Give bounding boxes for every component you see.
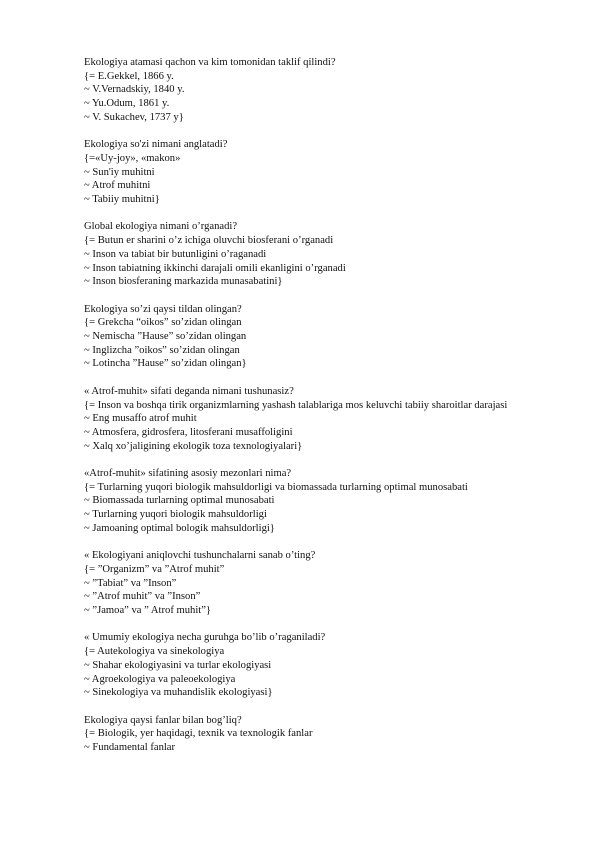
answer-option: {= Biologik, yer haqidagi, texnik va texnologik fanlar — [84, 728, 313, 740]
answer-option: ~ Inglizcha ”oikos” so’zidan olingan — [84, 344, 240, 356]
question-block — [84, 467, 524, 536]
question-text: « Umumiy ekologiya necha guruhga bo’lib o’raganiladi? — [84, 632, 326, 644]
question-block — [84, 549, 524, 618]
answer-option: ~ Tabiiy muhitni} — [84, 194, 160, 206]
answer-option: ~ ”Tabiat” va ”Inson” — [84, 577, 177, 589]
question-block — [84, 220, 524, 289]
answer-option: {= Inson va boshqa tirik organizmlarning yashash talablariga mos keluvchi tabiiy sharoitlar darajasi — [84, 399, 508, 411]
answer-option: {= ”Organizm” va ”Atrof muhit” — [84, 563, 225, 575]
answer-option: ~ Eng musaffo atrof muhit — [84, 413, 197, 425]
answer-option: {= Grekcha “oikos” so’zidan olingan — [84, 317, 242, 329]
answer-option: ~ Atrof muhitni — [84, 180, 151, 192]
question-text: «Atrof-muhit» sifatining asosiy mezonlari nima? — [84, 468, 292, 480]
answer-option: ~ Agroekologiya va paleoekologiya — [84, 673, 236, 685]
question-text: « Atrof-muhit» sifati deganda nimani tushunasiz? — [84, 385, 294, 397]
answer-option: {= E.Gekkel, 1866 y. — [84, 70, 174, 82]
answer-option: ~ Atmosfera, gidrosfera, litosferani musaffoligini — [84, 426, 293, 438]
question-block — [84, 714, 524, 755]
answer-option: ~ Nemischa ”Hause” so’zidan olingan — [84, 331, 247, 343]
question-block — [84, 138, 524, 207]
question-block — [84, 631, 524, 700]
question-block — [84, 56, 524, 125]
answer-option: ~ Inson biosferaning markazida munasabatini} — [84, 276, 283, 288]
question-text: Ekologiya so'zi nimani anglatadi? — [84, 139, 228, 151]
answer-option: ~ Inson va tabiat bir butunligini o’raganadi — [84, 248, 267, 260]
answer-option: ~ V.Vernadskiy, 1840 y. — [84, 84, 185, 96]
answer-option: ~ ”Jamoa” va ” Atrof muhit”} — [84, 605, 212, 617]
answer-option: ~ Xalq xo’jaligining ekologik toza texnologiyalari} — [84, 440, 303, 452]
answer-option: ~ Yu.Odum, 1861 y. — [84, 98, 170, 110]
answer-option: ~ Turlarning yuqori biologik mahsuldorligi — [84, 509, 267, 521]
answer-option: ~ Fundamental fanlar — [84, 742, 176, 754]
answer-option: ~ V. Sukachev, 1737 y} — [84, 111, 184, 123]
answer-option: {= Autekologiya va sinekologiya — [84, 646, 225, 658]
question-text: Ekologiya so’zi qaysi tildan olingan? — [84, 303, 242, 315]
answer-option: ~ Jamoaning optimal bologik mahsuldorligi} — [84, 522, 275, 534]
answer-option: {= Butun er sharini o’z ichiga oluvchi biosferani o’rganadi — [84, 235, 334, 247]
question-text: « Ekologiyani aniqlovchi tushunchalarni sanab o’ting? — [84, 550, 316, 562]
question-text: Ekologiya qaysi fanlar bilan bog’liq? — [84, 714, 242, 726]
answer-option: ~ Biomassada turlarning optimal munosabati — [84, 495, 275, 507]
answer-option: ~ ”Atrof muhit” va ”Inson” — [84, 591, 201, 603]
question-block — [84, 385, 524, 454]
answer-option: {=«Uy-joy», «makon» — [84, 152, 181, 164]
question-text: Global ekologiya nimani o’rganadi? — [84, 221, 238, 233]
question-text: Ekologiya atamasi qachon va kim tomonidan taklif qilindi? — [84, 57, 336, 68]
quiz-text — [84, 56, 524, 768]
answer-option: ~ Sun'iy muhitni — [84, 166, 155, 178]
answer-option: ~ Shahar ekologiyasini va turlar ekologiyasi — [84, 659, 272, 671]
answer-option: {= Turlarning yuqori biologik mahsuldorligi va biomassada turlarning optimal munosabati — [84, 481, 468, 493]
answer-option: ~ Inson tabiatning ikkinchi darajali omili ekanligini o’rganadi — [84, 262, 346, 274]
question-block — [84, 303, 524, 372]
answer-option: ~ Lotincha ”Hause” so’zidan olingan} — [84, 358, 247, 370]
answer-option: ~ Sinekologiya va muhandislik ekologiyasi} — [84, 687, 273, 699]
